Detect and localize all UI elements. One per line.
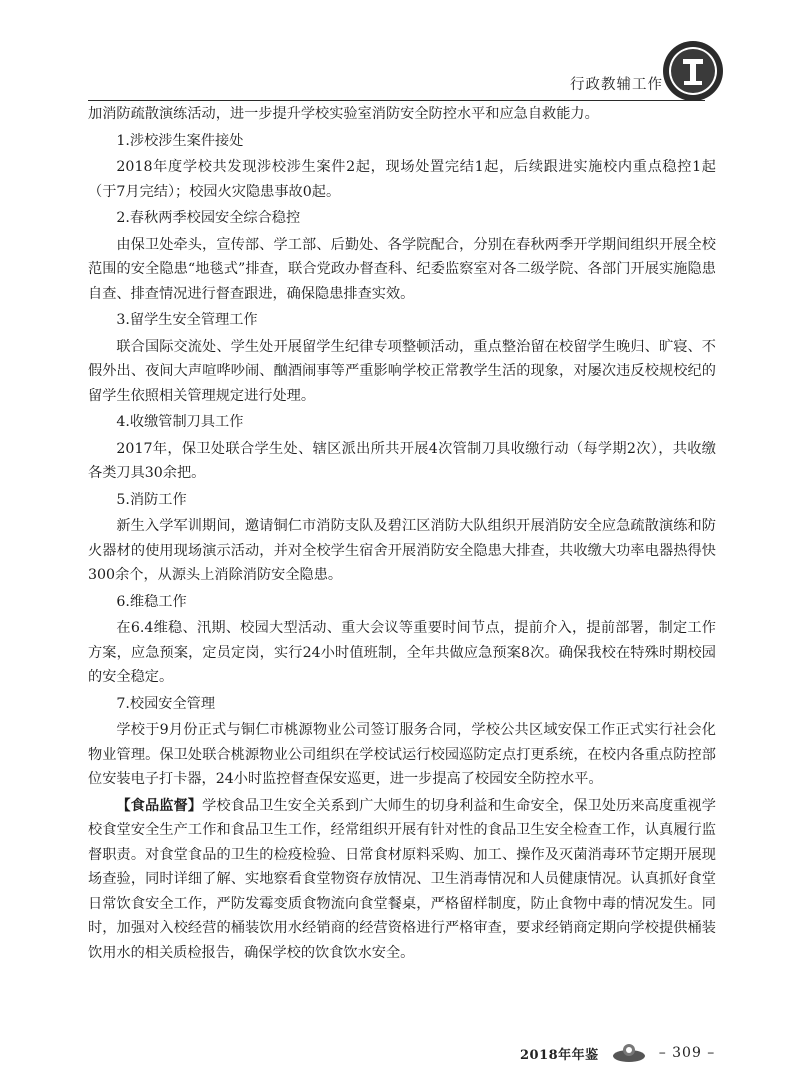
yearbook-emblem-icon [609,1042,649,1064]
body-paragraph: 2017年，保卫处联合学生处、辖区派出所共开展4次管制刀具收缴行动（每学期2次），共收缴各类刀具30余把。 [88,440,716,481]
body-paragraph: 2018年度学校共发现涉校涉生案件2起，现场处置完结1起，后续跟进实施校内重点稳控1起（于7月完结）；校园火灾隐患事故0起。 [88,159,716,200]
header-title: 行政教辅工作 [570,77,663,93]
body-paragraph: 加消防疏散演练活动，进一步提升学校实验室消防安全防控水平和应急自救能力。 [88,106,599,122]
body-paragraph: 在6.4维稳、汛期、校园大型活动、重大会议等重要时间节点，提前介入，提前部署，制定工作方案，应急预案，定员定岗，实行24小时值班制，全年共做应急预案8次。确保我校在特殊时期校园的安全稳定。 [88,620,716,685]
section-heading: 3.留学生安全管理工作 [116,312,258,328]
section-heading: 1.涉校涉生案件接处 [116,132,244,149]
page-footer [520,1040,715,1066]
body-paragraph: 新生入学军训期间，邀请铜仁市消防支队及碧江区消防大队组织开展消防安全应急疏散演练和防火器材的使用现场演示活动，并对全校学生宿舍开展消防安全隐患大排查，共收缴大功率电器热得快300余个，从源头上消除消防安全隐患。 [88,518,716,583]
running-header [88,58,705,101]
article-body [88,102,716,967]
paragraph-text: 学校食品卫生安全关系到广大师生的切身利益和生命安全，保卫处历来高度重视学校食堂安全生产工作和食品卫生工作，经常组织开展有针对性的食品卫生安全检查工作，认真履行监督职责。对食堂食品的卫生的检疫检验、日常食材原料采购、加工、操作及灭菌消毒环节定期开展现场查验，同时详细了解、实地察看食堂物资存放情况、卫生消毒情况和人员健康情况。认真抓好食堂日常饮食安全工作，严防发霉变质食物流向食堂餐桌，严格留样制度，防止食物中毒的情况发生。同时，加强对入校经营的桶装饮用水经销商的经营资格进行严格审查，要求经销商定期向学校提供桶装饮用水的相关质检报告，确保学校的饮食饮水安全。 [88,797,716,961]
yearbook-label: 2018年年鉴 [520,1047,599,1063]
body-paragraph: 学校于9月份正式与铜仁市桃源物业公司签订服务合同，学校公共区域安保工作正式实行社会化物业管理。保卫处联合桃源物业公司组织在学校试运行校园巡防定点打更系统，在校内各重点防控部位安装电子打卡器，24小时监控督查保安巡更，进一步提高了校园安全防控水平。 [88,722,716,787]
section-heading: 2.春秋两季校园安全综合稳控 [116,210,301,226]
body-paragraph: 由保卫处牵头，宣传部、学工部、后勤处、各学院配合，分别在春秋两季开学期间组织开展全校范围的安全隐患“地毯式”排查，联合党政办督查科、纪委监察室对各二级学院、各部门开展实施隐患自查、排查情况进行督查跟进，确保隐患排查实效。 [88,236,716,302]
section-heading: 7.校园安全管理 [116,695,216,712]
section-heading: 4.收缴管制刀具工作 [116,414,244,430]
paragraph-lead-label: 【食品监督】 [116,797,203,814]
body-paragraph: 联合国际交流处、学生处开展留学生纪律专项整顿活动，重点整治留在校留学生晚归、旷寝、不假外出、夜间大声喧哗吵闹、酗酒闹事等严重影响学校正常教学生活的现象，对屡次违反校规校纪的留学生依照相关管理规定进行处理。 [88,338,716,404]
section-heading: 6.维稳工作 [116,593,187,610]
university-logo [661,39,725,103]
page-number: – 309 – [658,1045,716,1061]
section-heading: 5.消防工作 [116,491,187,508]
lead-paragraph [88,794,716,966]
